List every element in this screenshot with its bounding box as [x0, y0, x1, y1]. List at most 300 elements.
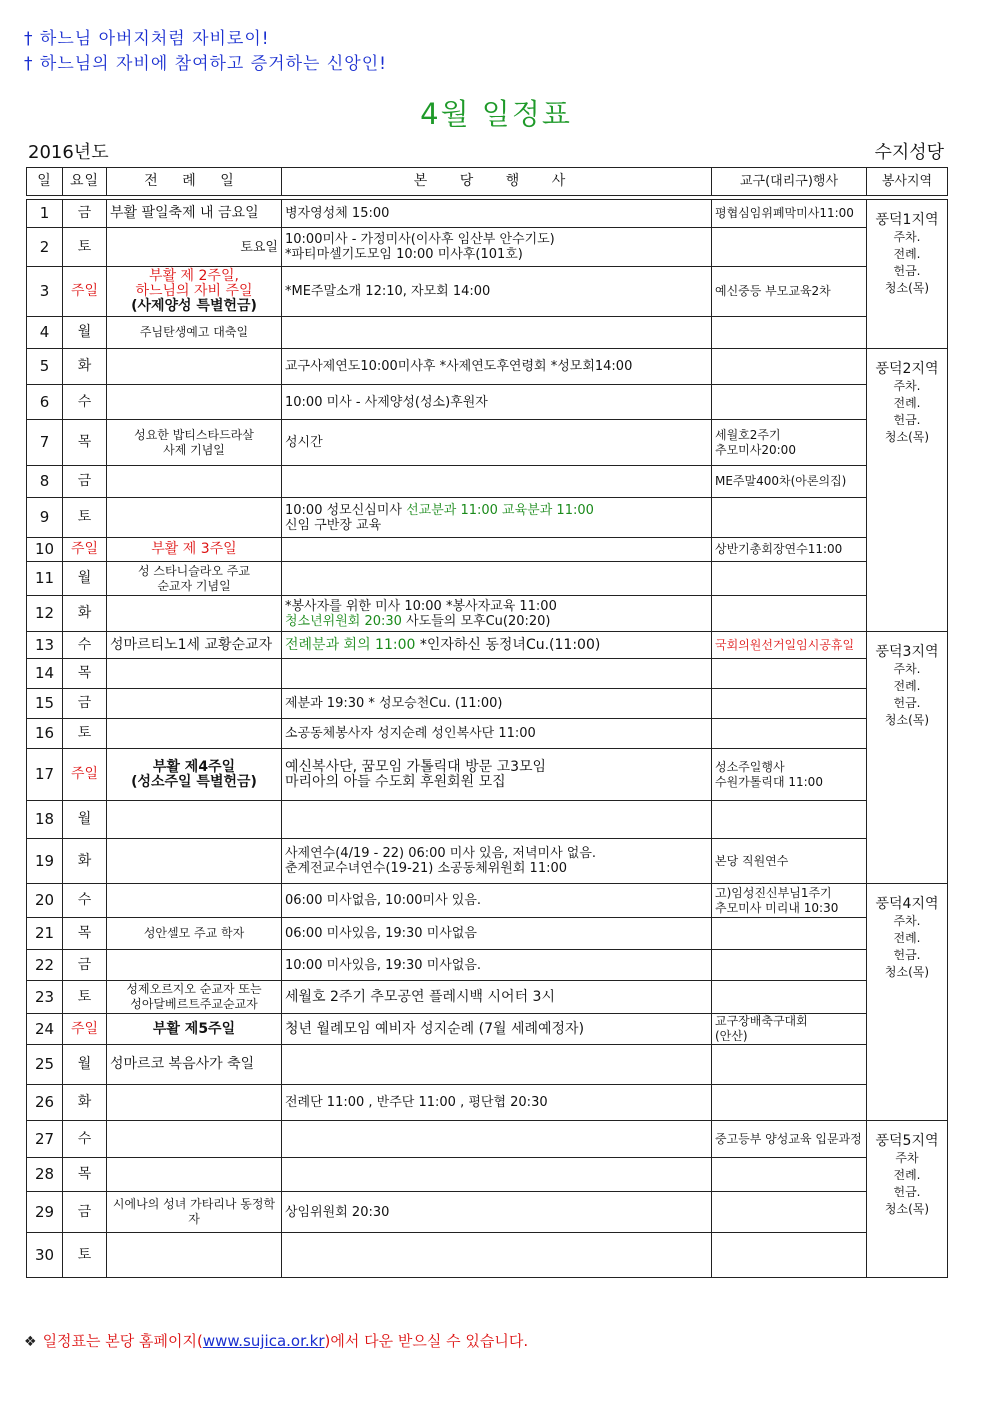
table-row	[27, 689, 948, 719]
parish-event-cell	[282, 1085, 712, 1121]
parish-event-text: 마리아의 아들 수도회 후원회원 모집	[285, 773, 506, 790]
diocese-event-cell	[712, 466, 867, 498]
service-duty: 헌금.	[893, 413, 921, 427]
table-row	[27, 884, 948, 918]
liturgy-cell	[107, 420, 282, 466]
day-cell	[27, 884, 63, 918]
day-cell	[27, 950, 63, 981]
weekday-label: 월	[77, 570, 92, 586]
table-row	[27, 1014, 948, 1045]
table-row	[27, 267, 948, 317]
liturgy-cell	[107, 749, 282, 801]
diocese-event-cell	[712, 884, 867, 918]
parish-event-text: 전례분과 회의 11:00	[285, 636, 416, 653]
table-row	[27, 1192, 948, 1233]
table-row	[27, 420, 948, 466]
diocese-event-cell	[712, 659, 867, 689]
day-cell	[27, 659, 63, 689]
diocese-event-text: 국회의원선거일임시공휴일	[715, 637, 855, 652]
footer-prefix: 일정표는 본당 홈페이지(	[42, 1332, 203, 1350]
service-area-cell	[867, 632, 948, 884]
parish-event-cell	[282, 1045, 712, 1085]
diocese-event-cell	[712, 317, 867, 349]
diocese-event-cell	[712, 749, 867, 801]
weekday-label: 월	[77, 811, 92, 827]
weekday-cell	[63, 596, 107, 632]
day-cell	[27, 719, 63, 749]
table-row	[27, 632, 948, 659]
liturgy-text: 부활 제5주일	[152, 1020, 236, 1037]
weekday-cell	[63, 1014, 107, 1045]
liturgy-text: 부활 제 3주일	[151, 541, 237, 557]
diocese-event-cell	[712, 200, 867, 228]
parish-event-cell	[282, 1158, 712, 1192]
service-duty: 전례.	[893, 247, 921, 261]
diocese-event-text: 세월호2주기	[715, 427, 781, 442]
day-number: 29	[34, 1202, 55, 1221]
diocese-event-cell	[712, 349, 867, 385]
table-row	[27, 1045, 948, 1085]
day-number: 13	[34, 635, 55, 654]
year-label: 2016년도	[28, 142, 109, 163]
parish-event-cell	[282, 689, 712, 719]
weekday-label: 금	[77, 1203, 92, 1220]
day-number: 16	[34, 724, 55, 742]
parish-event-text: 06:00 미사있음, 19:30 미사없음	[285, 926, 477, 941]
table-row	[27, 1233, 948, 1278]
liturgy-text: 부활 팔일축제 내 금요일	[110, 205, 259, 221]
table-row	[27, 749, 948, 801]
parish-event-text: 선교분과 11:00 교육분과 11:00	[406, 502, 594, 518]
diocese-event-cell	[712, 1014, 867, 1045]
parish-event-cell	[282, 596, 712, 632]
diocese-event-cell	[712, 385, 867, 420]
diocese-event-cell	[712, 1158, 867, 1192]
service-duty: 전례.	[893, 396, 921, 410]
parish-event-cell	[282, 884, 712, 918]
table-row	[27, 1158, 948, 1192]
parish-event-cell	[282, 228, 712, 267]
day-number: 6	[39, 392, 50, 411]
day-number: 14	[34, 664, 55, 682]
liturgy-cell	[107, 200, 282, 228]
day-number: 4	[39, 323, 50, 341]
weekday-cell	[63, 1233, 107, 1278]
weekday-label: 토	[77, 988, 92, 1005]
weekday-label: 수	[77, 1130, 92, 1147]
day-cell	[27, 538, 63, 562]
parish-event-text: 청년 월례모임 예비자 성지순례 (7월 세례예정자)	[285, 1020, 585, 1037]
table-row	[27, 349, 948, 385]
day-number: 7	[39, 433, 50, 451]
weekday-label: 월	[77, 324, 92, 340]
footer-suffix: )에서 다운 받으실 수 있습니다.	[324, 1332, 529, 1350]
weekday-label: 토	[77, 725, 92, 741]
day-number: 17	[34, 765, 55, 783]
diocese-event-cell	[712, 267, 867, 317]
weekday-cell	[63, 538, 107, 562]
parish-event-cell	[282, 981, 712, 1014]
diocese-event-cell	[712, 538, 867, 562]
liturgy-text: 순교자 기념일	[157, 578, 231, 593]
parish-event-cell	[282, 1121, 712, 1158]
diocese-event-text: 상반기총회장연수11:00	[715, 542, 843, 556]
diocese-event-cell	[712, 228, 867, 267]
day-number: 26	[34, 1093, 55, 1111]
weekday-cell	[63, 349, 107, 385]
weekday-cell	[63, 1045, 107, 1085]
day-number: 28	[34, 1165, 55, 1183]
day-cell	[27, 689, 63, 719]
table-header-row	[27, 168, 948, 196]
day-cell	[27, 1121, 63, 1158]
weekday-cell	[63, 981, 107, 1014]
service-area-cell	[867, 1121, 948, 1278]
liturgy-cell	[107, 659, 282, 689]
day-cell	[27, 466, 63, 498]
table-row	[27, 981, 948, 1014]
liturgy-text: 성안셀모 주교 학자	[143, 926, 245, 940]
weekday-label: 토	[77, 509, 92, 525]
table-row	[27, 200, 948, 228]
day-cell	[27, 317, 63, 349]
page-title: 4월 일정표	[420, 97, 572, 131]
service-duty: 주차	[895, 1151, 919, 1165]
liturgy-cell	[107, 1014, 282, 1045]
day-cell	[27, 267, 63, 317]
homepage-link[interactable]: www.sujica.or.kr	[202, 1332, 325, 1350]
day-number: 24	[34, 1019, 55, 1038]
weekday-label: 목	[77, 925, 92, 941]
day-cell	[27, 981, 63, 1014]
service-area-name: 풍덕1지역	[875, 212, 939, 228]
parish-event-text: 10:00미사 - 가정미사(이사후 임산부 안수기도)	[285, 232, 555, 247]
weekday-label: 목	[77, 1166, 92, 1182]
diocese-event-cell	[712, 596, 867, 632]
parish-event-text: 소공동체봉사자 성지순례 성인복사단 11:00	[285, 726, 536, 741]
day-number: 20	[34, 891, 55, 909]
weekday-cell	[63, 228, 107, 267]
day-cell	[27, 632, 63, 659]
weekday-cell	[63, 200, 107, 228]
col-parish-events-header: 본 당 행 사	[282, 168, 712, 196]
service-duty: 헌금.	[893, 948, 921, 962]
diocese-event-cell	[712, 801, 867, 839]
day-number: 3	[39, 282, 50, 300]
table-row	[27, 659, 948, 689]
service-area-cell	[867, 884, 948, 1121]
service-area-cell	[867, 200, 948, 349]
liturgy-cell	[107, 267, 282, 317]
parish-event-cell	[282, 950, 712, 981]
service-duty: 주차.	[893, 914, 921, 928]
diocese-event-cell	[712, 719, 867, 749]
weekday-label: 화	[77, 852, 92, 869]
day-cell	[27, 1233, 63, 1278]
diocese-event-text: (안산)	[715, 1029, 748, 1043]
weekday-cell	[63, 689, 107, 719]
table-row	[27, 1085, 948, 1121]
diocese-event-cell	[712, 498, 867, 538]
day-number: 27	[34, 1129, 55, 1148]
day-cell	[27, 349, 63, 385]
parish-event-text: 교구사제연도10:00미사후 *사제연도후연령회 *성모회14:00	[285, 359, 633, 374]
parish-event-text: *봉사자를 위한 미사 10:00 *봉사자교육 11:00	[285, 598, 557, 614]
service-duty: 주차.	[893, 230, 921, 244]
table-row	[27, 839, 948, 884]
footer-note	[24, 1330, 528, 1351]
parish-event-cell	[282, 839, 712, 884]
liturgy-cell	[107, 1045, 282, 1085]
liturgy-text: (성소주일 특별헌금)	[131, 773, 257, 790]
weekday-label: 주일	[70, 1020, 99, 1037]
parish-event-text: 06:00 미사없음, 10:00미사 있음.	[285, 893, 482, 908]
motto-line-1: † 하느님 아버지처럼 자비로이!	[24, 29, 270, 49]
weekday-label: 토	[77, 238, 92, 255]
diocese-event-cell	[712, 1121, 867, 1158]
parish-event-cell	[282, 719, 712, 749]
col-day-header: 일	[27, 168, 63, 196]
weekday-label: 수	[77, 892, 92, 908]
parish-name: 수지성당	[874, 142, 944, 163]
table-row	[27, 466, 948, 498]
service-duty: 청소(목)	[884, 1202, 930, 1216]
liturgy-text: (사제양성 특별헌금)	[131, 298, 257, 314]
diocese-event-cell	[712, 1085, 867, 1121]
weekday-label: 금	[77, 473, 92, 489]
parish-event-cell	[282, 659, 712, 689]
diocese-event-cell	[712, 632, 867, 659]
weekday-label: 토	[77, 1246, 92, 1263]
weekday-label: 목	[77, 665, 92, 681]
service-area-name: 풍덕5지역	[875, 1133, 939, 1149]
day-number: 8	[39, 472, 50, 490]
col-liturgy-header: 전 례 일	[107, 168, 282, 196]
parish-event-text: 전례단 11:00 , 반주단 11:00 , 평단협 20:30	[285, 1095, 548, 1110]
day-number: 30	[34, 1245, 55, 1264]
liturgy-text: 부활 제4주일	[152, 758, 236, 775]
day-number: 25	[34, 1055, 55, 1073]
parish-event-cell	[282, 749, 712, 801]
parish-event-cell	[282, 317, 712, 349]
parish-event-text: 성시간	[285, 435, 323, 450]
weekday-label: 목	[77, 434, 92, 450]
weekday-label: 주일	[70, 766, 99, 782]
diocese-event-text: 예신중등 부모교육2차	[715, 284, 831, 298]
day-number: 5	[39, 357, 50, 375]
parish-event-text: 청소년위원회 20:30	[285, 613, 402, 629]
weekday-label: 주일	[70, 541, 99, 557]
weekday-label: 화	[77, 1094, 92, 1110]
service-duty: 주차.	[893, 662, 921, 676]
weekday-cell	[63, 918, 107, 950]
liturgy-text: 성아달베르트주교순교자	[130, 997, 258, 1011]
liturgy-cell	[107, 466, 282, 498]
weekday-cell	[63, 317, 107, 349]
weekday-cell	[63, 839, 107, 884]
diocese-event-cell	[712, 1192, 867, 1233]
weekday-cell	[63, 420, 107, 466]
weekday-label: 월	[77, 1056, 92, 1072]
diocese-event-text: 본당 직원연수	[715, 853, 789, 868]
day-cell	[27, 562, 63, 596]
liturgy-cell	[107, 689, 282, 719]
parish-event-cell	[282, 538, 712, 562]
diocese-event-cell	[712, 918, 867, 950]
diocese-event-text: 수원가톨릭대 11:00	[715, 774, 823, 789]
liturgy-text: 성요한 밥티스타드라살	[134, 427, 254, 442]
day-cell	[27, 498, 63, 538]
day-cell	[27, 801, 63, 839]
table-row	[27, 538, 948, 562]
col-diocese-header: 교구(대리구)행사	[712, 168, 867, 196]
liturgy-cell	[107, 884, 282, 918]
service-area-name: 풍덕2지역	[875, 361, 939, 377]
parish-event-cell	[282, 267, 712, 317]
day-cell	[27, 1014, 63, 1045]
parish-event-cell	[282, 420, 712, 466]
day-number: 12	[34, 604, 55, 622]
table-row	[27, 562, 948, 596]
service-area-name: 풍덕3지역	[875, 644, 939, 660]
table-row	[27, 918, 948, 950]
weekday-label: 금	[77, 205, 92, 221]
parish-event-text: 상임위원회 20:30	[285, 1204, 390, 1220]
weekday-cell	[63, 466, 107, 498]
day-number: 2	[39, 237, 50, 256]
diocese-event-text: ME주말400차(아론의집)	[715, 474, 847, 488]
weekday-cell	[63, 884, 107, 918]
parish-event-cell	[282, 1233, 712, 1278]
diocese-event-cell	[712, 689, 867, 719]
parish-event-cell	[282, 349, 712, 385]
diamond-icon: ❖	[24, 1334, 37, 1350]
diocese-event-text: 교구장배축구대회	[715, 1014, 808, 1028]
day-cell	[27, 200, 63, 228]
service-duty: 헌금.	[893, 696, 921, 710]
parish-event-text: 10:00 성모신심미사	[285, 502, 402, 518]
weekday-cell	[63, 1121, 107, 1158]
day-number: 11	[34, 569, 55, 587]
diocese-event-cell	[712, 950, 867, 981]
service-duty: 주차.	[893, 379, 921, 393]
liturgy-cell	[107, 1192, 282, 1233]
parish-event-cell	[282, 918, 712, 950]
liturgy-cell	[107, 1121, 282, 1158]
weekday-cell	[63, 1158, 107, 1192]
weekday-label: 화	[77, 358, 92, 374]
liturgy-cell	[107, 632, 282, 659]
service-duty: 청소(목)	[884, 281, 930, 295]
weekday-cell	[63, 562, 107, 596]
parish-event-text: 10:00 미사 - 사제양성(성소)후원자	[285, 394, 488, 410]
weekday-cell	[63, 950, 107, 981]
day-cell	[27, 1085, 63, 1121]
weekday-cell	[63, 659, 107, 689]
diocese-event-cell	[712, 562, 867, 596]
liturgy-cell	[107, 562, 282, 596]
weekday-cell	[63, 749, 107, 801]
day-cell	[27, 749, 63, 801]
parish-event-cell	[282, 498, 712, 538]
parish-event-text: 10:00 미사있음, 19:30 미사없음.	[285, 957, 482, 973]
day-cell	[27, 1158, 63, 1192]
diocese-event-cell	[712, 839, 867, 884]
day-cell	[27, 385, 63, 420]
liturgy-text: 토요일	[240, 239, 278, 255]
weekday-label: 주일	[70, 283, 99, 299]
table-row	[27, 498, 948, 538]
liturgy-cell	[107, 385, 282, 420]
weekday-cell	[63, 385, 107, 420]
liturgy-text: 주님탄생예고 대축일	[139, 325, 249, 339]
motto-line-2: † 하느님의 자비에 참여하고 증거하는 신앙인!	[24, 54, 387, 74]
parish-event-text: 제분과 19:30 * 성모승천Cu. (11:00)	[285, 696, 503, 711]
liturgy-text: 성마르티노1세 교황순교자	[110, 636, 273, 653]
table-row	[27, 950, 948, 981]
day-number: 23	[34, 987, 55, 1006]
liturgy-cell	[107, 981, 282, 1014]
table-row	[27, 596, 948, 632]
parish-event-text: 사도들의 모후Cu(20:20)	[406, 613, 551, 629]
parish-event-text: 사제연수(4/19 - 22) 06:00 미사 있음, 저녁미사 없음.	[285, 846, 597, 861]
liturgy-text: 부활 제 2주일,	[149, 268, 239, 284]
service-duty: 헌금.	[893, 264, 921, 278]
diocese-event-text: 추모미사 미리내 10:30	[715, 900, 839, 915]
table-row	[27, 1121, 948, 1158]
parish-event-text: *ME주말소개 12:10, 자모회 14:00	[285, 284, 491, 299]
weekday-cell	[63, 719, 107, 749]
day-cell	[27, 1045, 63, 1085]
table-row	[27, 801, 948, 839]
col-service-area-header: 봉사지역	[867, 168, 948, 196]
day-cell	[27, 918, 63, 950]
liturgy-cell	[107, 1233, 282, 1278]
parish-event-text: 세월호 2주기 추모공연 플레시백 시어터 3시	[285, 988, 555, 1005]
diocese-event-text: 중고등부 양성교육 입문과정	[715, 1131, 862, 1146]
service-duty: 헌금.	[893, 1185, 921, 1199]
parish-event-text: *인자하신 동정녀Cu.(11:00)	[415, 636, 601, 653]
diocese-event-cell	[712, 1233, 867, 1278]
service-area-name: 풍덕4지역	[875, 896, 939, 912]
weekday-cell	[63, 801, 107, 839]
liturgy-text: 사제 기념일	[163, 442, 225, 457]
liturgy-text: 성제오르지오 순교자 또는	[126, 982, 262, 996]
parish-event-text: *파티마셀기도모임 10:00 미사후(101호)	[285, 247, 523, 262]
liturgy-text: 성마르코 복음사가 축일	[110, 1056, 255, 1072]
table-row	[27, 317, 948, 349]
day-cell	[27, 596, 63, 632]
parish-event-text: 병자영성체 15:00	[285, 206, 390, 221]
parish-event-cell	[282, 801, 712, 839]
parish-event-text: 예신복사단, 꿈모임 가톨릭대 방문 고3모임	[285, 758, 547, 775]
day-number: 15	[34, 694, 55, 712]
day-cell	[27, 839, 63, 884]
liturgy-cell	[107, 719, 282, 749]
weekday-cell	[63, 1192, 107, 1233]
weekday-cell	[63, 632, 107, 659]
liturgy-cell	[107, 839, 282, 884]
day-number: 19	[34, 851, 55, 870]
diocese-event-text: 고)임성진신부님1주기	[715, 885, 832, 900]
weekday-label: 금	[77, 956, 92, 973]
day-cell	[27, 420, 63, 466]
liturgy-text: 시에나의 성녀 가타리나 동정학자	[112, 1197, 276, 1226]
liturgy-cell	[107, 317, 282, 349]
day-number: 9	[39, 508, 50, 526]
liturgy-cell	[107, 538, 282, 562]
weekday-cell	[63, 498, 107, 538]
